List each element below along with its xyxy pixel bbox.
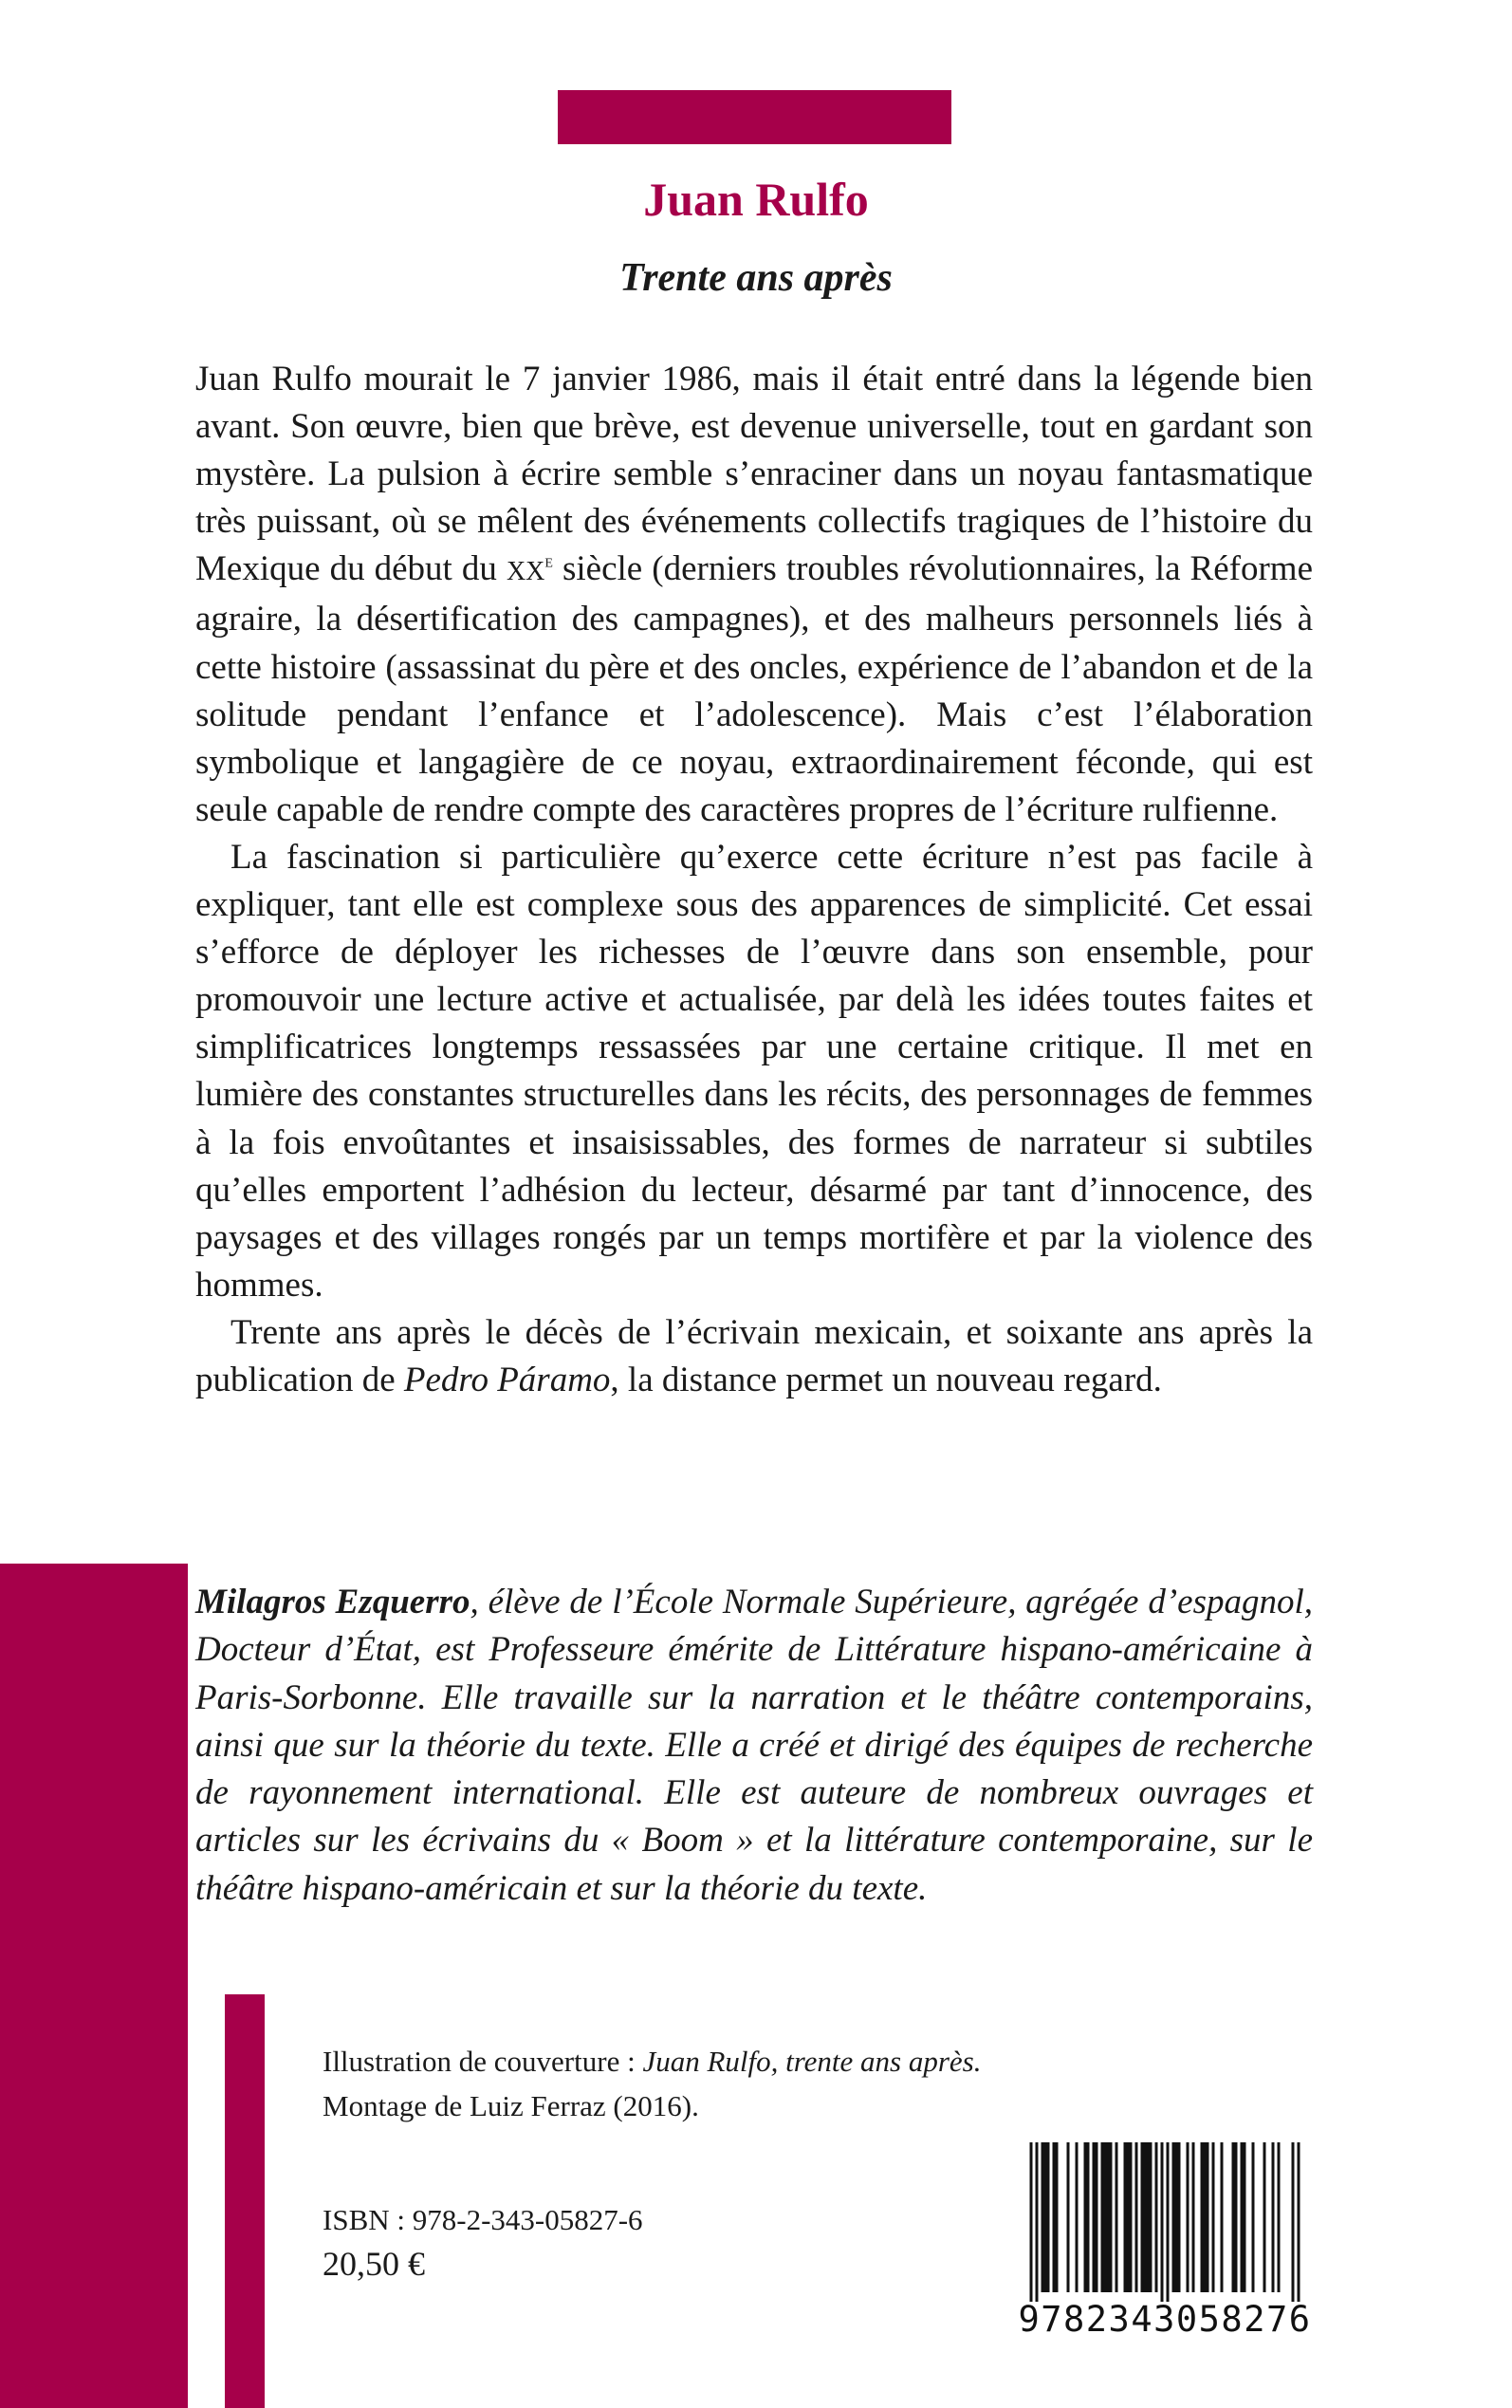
barcode-bar <box>1204 2142 1207 2292</box>
barcode-number: 9782343058276 <box>1018 2299 1312 2340</box>
barcode-bar <box>1263 2142 1266 2292</box>
book-reference: Pedro Páramo <box>403 1360 611 1399</box>
left-accent-band <box>0 1564 188 2408</box>
price: 20,50 € <box>323 2245 425 2283</box>
barcode-bar <box>1087 2142 1090 2292</box>
century-numeral: XXe <box>506 551 553 587</box>
barcode <box>1005 2142 1325 2345</box>
barcode-bar <box>1172 2142 1175 2292</box>
barcode-bar <box>1178 2142 1181 2292</box>
barcode-bar <box>1212 2142 1215 2292</box>
barcode-bar <box>1056 2142 1059 2292</box>
barcode-bar <box>1207 2142 1209 2292</box>
barcode-bar <box>1175 2142 1178 2292</box>
barcode-bar <box>1144 2142 1147 2292</box>
barcode-bar <box>1096 2142 1098 2292</box>
barcode-bar <box>1124 2142 1127 2292</box>
author-name: Milagros Ezquerro <box>195 1583 470 1621</box>
barcode-bar <box>1252 2142 1255 2292</box>
barcode-bar <box>1278 2142 1281 2292</box>
barcode-bar <box>1244 2142 1246 2292</box>
barcode-bar <box>1104 2142 1107 2292</box>
barcode-bar <box>1141 2142 1144 2292</box>
barcode-bar <box>1044 2142 1047 2292</box>
author-bio: Milagros Ezquerro, élève de l’École Normale Supérieure, agrégée d’espagnol, Docteur d’État, est Professeure émérite de Littérature hispano-américaine à Paris-Sorbonne. Elle travaille sur la narration et le théâtre contemporains, ainsi que sur la théorie du texte. Elle a créé et dirigé des équipes de recherche de rayonnement international. Elle est auteure de nombreux ouvrages et articles sur les écrivains du « Boom » et la littérature contemporaine, sur le théâtre hispano-américain et sur la théorie du texte. <box>195 1583 1314 1908</box>
barcode-bar <box>1116 2142 1118 2292</box>
barcode-bar <box>1292 2142 1295 2302</box>
blurb-paragraph-2: La fascination si particulière qu’exerce cette écriture n’est pas facile à expliquer, tant elle est complexe sous des apparences de simplicité. Cet essai s’efforce de déployer les richesses de l’œuvre dans son ensemble, pour promouvoir une lecture active et actualisée, par delà les idées toutes faites et simplificatrices longtemps ressassées par une certaine critique. Il met en lumière des constantes structurelles dans les récits, des personnages de femmes à la fois envoûtantes et insaisissables, des formes de narrateur si subtiles qu’elles emportent l’adhésion du lecteur, désarmé par tant d’innocence, des paysages et des villages rongés par un temps mortifère et par la violence des hommes. <box>195 837 1313 1305</box>
blurb-paragraph-1: Juan Rulfo mourait le 7 janvier 1986, mais il était entré dans la légende bien avant. Son œuvre, bien que brève, est devenue universelle, tout en gardant son mystère. La pulsion à écrire semble s’enraciner dans un noyau fantasmatique très puissant, où se mêlent des événements collectifs tragiques de l’histoire du Mexique du début du XXe siècle (derniers troubles révolutionnaires, la Réforme agraire, la désertification des campagnes), et des malheurs personnels liés à cette histoire (assassinat du père et des oncles, expérience de l’abandon et de la solitude pendant l’enfance et l’adolescence). Mais c’est l’élaboration symbolique et langagière de ce noyau, extraordinairement féconde, qui est seule capable de rendre compte des caractères propres de l’écriture rulfienne. <box>195 360 1313 829</box>
illustration-credit: Illustration de couverture : Juan Rulfo, trente ans après. <box>323 2045 982 2078</box>
barcode-bar <box>1093 2142 1096 2292</box>
barcode-bar <box>1135 2142 1138 2292</box>
barcode-bar <box>1298 2142 1300 2302</box>
barcode-bar <box>1161 2142 1164 2302</box>
barcode-bar <box>1167 2142 1170 2302</box>
barcode-bar <box>1067 2142 1070 2292</box>
barcode-bar <box>1241 2142 1244 2292</box>
book-subtitle: Trente ans après <box>619 256 893 300</box>
top-accent-bar <box>558 90 951 144</box>
barcode-bar <box>1147 2142 1150 2292</box>
barcode-bar <box>1053 2142 1056 2292</box>
isbn: ISBN : 978-2-343-05827-6 <box>323 2203 643 2236</box>
barcode-bar <box>1042 2142 1044 2292</box>
barcode-bar <box>1084 2142 1087 2292</box>
barcode-bar <box>1130 2142 1133 2292</box>
book-title: Juan Rulfo <box>643 173 869 226</box>
cover-credit <box>323 2039 981 2128</box>
barcode-bar <box>1235 2142 1238 2292</box>
barcode-bar <box>1127 2142 1130 2292</box>
barcode-bar <box>1221 2142 1224 2292</box>
barcode-bar <box>1030 2142 1033 2302</box>
montage-credit: Montage de Luiz Ferraz (2016). <box>323 2089 699 2122</box>
barcode-bar <box>1047 2142 1050 2292</box>
barcode-bar <box>1192 2142 1195 2292</box>
barcode-bar <box>1036 2142 1039 2302</box>
blurb-paragraph-3: Trente ans après le décès de l’écrivain mexicain, et soixante ans après la publication de Pedro Páramo, la distance permet un nouveau regard. <box>195 1312 1313 1399</box>
back-cover-blurb <box>195 356 1313 1404</box>
barcode-bar <box>1107 2142 1110 2292</box>
barcode-bar <box>1101 2142 1104 2292</box>
barcode-bar <box>1110 2142 1113 2292</box>
barcode-bar <box>1155 2142 1158 2292</box>
barcode-bar <box>1201 2142 1204 2292</box>
barcode-bars <box>1005 2142 1325 2302</box>
barcode-bar <box>1076 2142 1079 2292</box>
barcode-bar <box>1272 2142 1275 2292</box>
barcode-bar <box>1232 2142 1235 2292</box>
barcode-bar <box>1187 2142 1189 2292</box>
barcode-bar <box>1150 2142 1152 2292</box>
left-accent-stripe <box>225 1994 265 2408</box>
